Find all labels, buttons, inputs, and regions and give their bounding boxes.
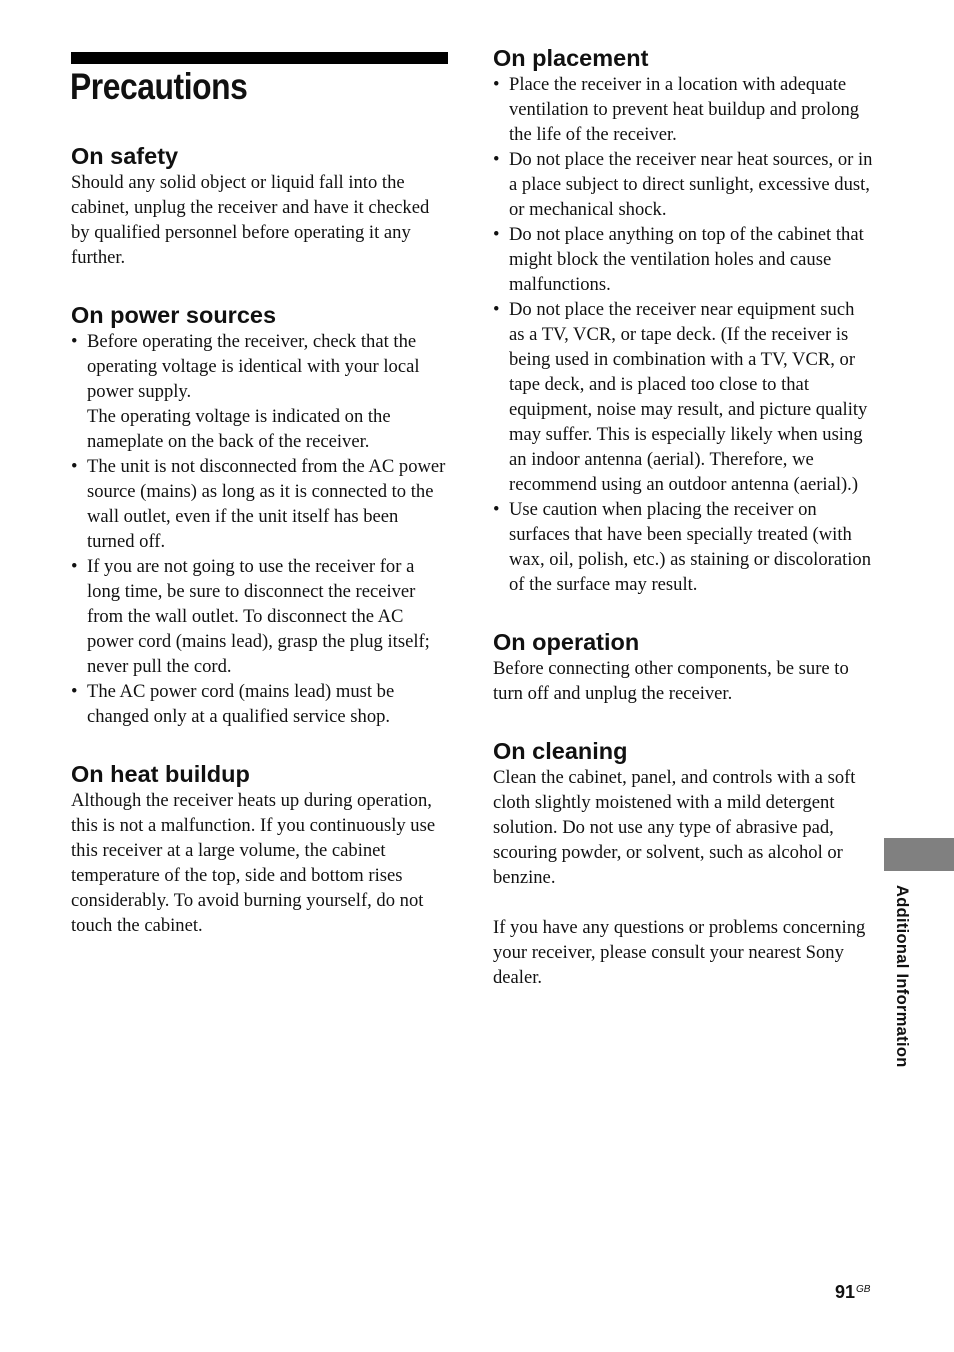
section-cleaning: [493, 737, 873, 990]
power-item-text: Before operating the receiver, check that the operating voltage is identical with your local power supply.: [87, 331, 420, 402]
list-item: [71, 554, 449, 679]
page-title: Precautions: [70, 66, 248, 107]
power-item-text: If you are not going to use the receiver for a long time, be sure to disconnect the receiver from the wall outlet. To disconnect the AC power cord (mains lead), grasp the plug itself; never pull the cord.: [87, 556, 430, 677]
right-column: [493, 44, 873, 1021]
bullet-icon: •: [493, 149, 500, 170]
power-list: [71, 329, 449, 729]
bullet-icon: •: [493, 299, 500, 320]
power-heading: On power sources: [71, 302, 277, 328]
power-item-extra: The operating voltage is indicated on the nameplate on the back of the receiver.: [87, 406, 391, 452]
bullet-icon: •: [71, 556, 78, 577]
placement-list: [493, 72, 873, 597]
bullet-icon: •: [493, 74, 500, 95]
power-item-text: The unit is not disconnected from the AC power source (mains) as long as it is connected to the wall outlet, even if the unit itself has been turned off.: [87, 456, 446, 552]
section-safety: [71, 142, 449, 270]
side-section-label: Additional Information: [893, 885, 911, 1068]
heat-heading: On heat buildup: [71, 761, 250, 787]
cleaning-body: Clean the cabinet, panel, and controls with a soft cloth slightly moistened with a mild detergent solution. Do not use any type of abrasive pad, scouring powder, or solvent, such as alcohol or benzine.: [493, 767, 856, 888]
list-item: [71, 454, 449, 554]
title-rule: [71, 52, 448, 64]
list-item: [493, 147, 873, 222]
section-operation: [493, 628, 873, 706]
cleaning-contact: If you have any questions or problems concerning your receiver, please consult your nearest Sony dealer.: [493, 917, 866, 988]
page-number-suffix: GB: [856, 1284, 871, 1295]
placement-heading: On placement: [493, 45, 649, 71]
placement-item-text: Place the receiver in a location with adequate ventilation to prevent heat buildup and prolong the life of the receiver.: [509, 74, 860, 145]
safety-heading: On safety: [71, 143, 179, 169]
section-tab-marker: [884, 838, 954, 871]
power-item-text: The AC power cord (mains lead) must be changed only at a qualified service shop.: [87, 681, 395, 727]
list-item: [493, 297, 873, 497]
bullet-icon: •: [71, 681, 78, 702]
list-item: [71, 329, 449, 454]
page-number: [835, 1282, 870, 1303]
bullet-icon: •: [71, 331, 78, 352]
bullet-icon: •: [493, 499, 500, 520]
safety-body: Should any solid object or liquid fall into the cabinet, unplug the receiver and have it checked by qualified personnel before operating it any further.: [71, 172, 430, 268]
operation-body: Before connecting other components, be sure to turn off and unplug the receiver.: [493, 658, 849, 704]
cleaning-heading: On cleaning: [493, 738, 628, 764]
section-placement: [493, 44, 873, 597]
list-item: [493, 497, 873, 597]
section-power-sources: [71, 301, 449, 729]
left-column: [71, 142, 449, 969]
placement-item-text: Do not place anything on top of the cabinet that might block the ventilation holes and cause malfunctions.: [509, 224, 864, 295]
paragraph-spacer: [493, 890, 873, 915]
placement-item-text: Do not place the receiver near equipment such as a TV, VCR, or tape deck. (If the receiver is being used in combination with a TV, VCR, or tape deck, and is placed too close to that equipment, noise may result, and picture quality may suffer. This is especially likely when using an indoor antenna (aerial). Therefore, we recommend using an outdoor antenna (aerial).): [509, 299, 868, 495]
list-item: [493, 72, 873, 147]
placement-item-text: Do not place the receiver near heat sources, or in a place subject to direct sunlight, excessive dust, or mechanical shock.: [509, 149, 873, 220]
page-number-value: 91: [835, 1282, 856, 1302]
section-heat-buildup: [71, 760, 449, 938]
bullet-icon: •: [71, 456, 78, 477]
placement-item-text: Use caution when placing the receiver on surfaces that have been specially treated (with wax, oil, polish, etc.) as staining or discoloration of the surface may result.: [509, 499, 871, 595]
heat-body: Although the receiver heats up during operation, this is not a malfunction. If you continuously use this receiver at a large volume, the cabinet temperature of the top, side and bottom rises considerably. To avoid burning yourself, do not touch the cabinet.: [71, 790, 436, 936]
list-item: [493, 222, 873, 297]
list-item: [71, 679, 449, 729]
bullet-icon: •: [493, 224, 500, 245]
operation-heading: On operation: [493, 629, 640, 655]
